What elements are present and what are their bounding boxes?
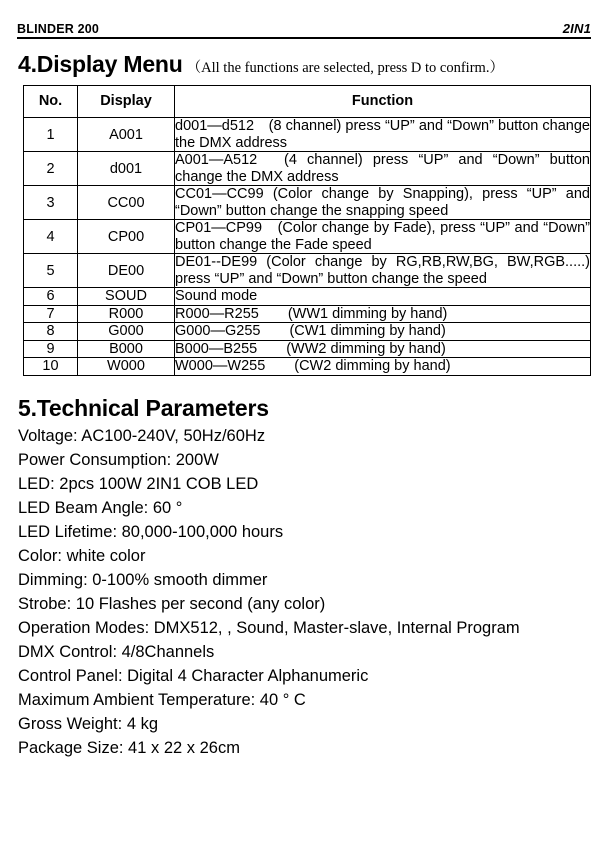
- table-row: [24, 323, 591, 341]
- table-body: [24, 118, 591, 376]
- table-row: [24, 152, 591, 186]
- cell-display: A001: [78, 118, 175, 152]
- display-menu-title: 4.Display Menu: [18, 51, 183, 77]
- cell-no: 2: [24, 152, 78, 186]
- cell-display: DE00: [78, 254, 175, 288]
- cell-function: CC01—CC99 (Color change by Snapping), press “UP” and “Down” button change the snapping speed: [175, 186, 590, 219]
- spec-item: Strobe: 10 Flashes per second (any color): [18, 594, 326, 613]
- spec-item: DMX Control: 4/8Channels: [18, 642, 215, 661]
- table-row: [24, 358, 591, 376]
- spec-item: Operation Modes: DMX512, , Sound, Master-slave, Internal Program: [18, 618, 520, 637]
- spec-item: LED Lifetime: 80,000-100,000 hours: [18, 522, 284, 541]
- cell-no: 3: [24, 186, 78, 220]
- spec-item: LED Beam Angle: 60 °: [18, 498, 183, 517]
- cell-display: CC00: [78, 186, 175, 220]
- table-row: [24, 305, 591, 323]
- cell-function: B000—B255 (WW2 dimming by hand): [175, 340, 591, 358]
- cell-no: 5: [24, 254, 78, 288]
- display-menu-note: （All the functions are selected, press D to confirm.）: [186, 60, 504, 76]
- cell-display: d001: [78, 152, 175, 186]
- table-row: [24, 186, 591, 220]
- technical-parameters-title: 5.Technical Parameters: [18, 394, 269, 421]
- spec-item: Gross Weight: 4 kg: [18, 714, 159, 733]
- cell-function: CP01—CP99 (Color change by Fade), press “UP” and “Down” button change the Fade speed: [175, 220, 590, 253]
- cell-function: DE01--DE99 (Color change by RG,RB,RW,BG, BW,RGB.....) press “UP” and “Down” button change the speed: [175, 254, 590, 287]
- cell-display: R000: [78, 305, 175, 323]
- cell-display: G000: [78, 323, 175, 341]
- cell-no: 6: [24, 288, 78, 306]
- cell-function: G000—G255 (CW1 dimming by hand): [175, 323, 591, 341]
- cell-display: B000: [78, 340, 175, 358]
- column-header-display: Display: [78, 86, 175, 118]
- cell-no: 10: [24, 358, 78, 376]
- spec-item: Maximum Ambient Temperature: 40 ° C: [18, 690, 306, 709]
- cell-no: 1: [24, 118, 78, 152]
- cell-display: W000: [78, 358, 175, 376]
- cell-no: 9: [24, 340, 78, 358]
- cell-function: A001—A512 (4 channel) press “UP” and “Down” button change the DMX address: [175, 152, 590, 185]
- table-row: [24, 220, 591, 254]
- cell-function: W000—W255 (CW2 dimming by hand): [175, 358, 591, 376]
- cell-no: 7: [24, 305, 78, 323]
- cell-no: 8: [24, 323, 78, 341]
- table-row: [24, 254, 591, 288]
- table-row: [24, 118, 591, 152]
- spec-item: Color: white color: [18, 546, 146, 565]
- spec-item: Power Consumption: 200W: [18, 450, 219, 469]
- table-row: [24, 288, 591, 306]
- cell-no: 4: [24, 220, 78, 254]
- table-header-row: [24, 86, 591, 118]
- technical-parameters-list: [17, 424, 591, 760]
- cell-display: SOUD: [78, 288, 175, 306]
- spec-item: Control Panel: Digital 4 Character Alphanumeric: [18, 666, 369, 685]
- column-header-no: No.: [24, 86, 78, 118]
- column-header-function: Function: [175, 86, 591, 118]
- spec-item: Voltage: AC100-240V, 50Hz/60Hz: [18, 426, 266, 445]
- header-product-name: BLINDER 200: [17, 22, 100, 36]
- spec-item: Dimming: 0-100% smooth dimmer: [18, 570, 268, 589]
- cell-display: CP00: [78, 220, 175, 254]
- spec-item: Package Size: 41 x 22 x 26cm: [18, 738, 240, 757]
- table-row: [24, 340, 591, 358]
- display-menu-heading: [17, 51, 591, 78]
- cell-function: R000—R255 (WW1 dimming by hand): [175, 305, 591, 323]
- cell-function: d001—d512 (8 channel) press “UP” and “Down” button change the DMX address: [175, 118, 590, 151]
- running-header: [17, 0, 591, 39]
- header-model-variant: 2IN1: [562, 21, 591, 36]
- display-menu-table: [23, 85, 591, 376]
- spec-item: LED: 2pcs 100W 2IN1 COB LED: [18, 474, 259, 493]
- cell-function: Sound mode: [175, 288, 591, 306]
